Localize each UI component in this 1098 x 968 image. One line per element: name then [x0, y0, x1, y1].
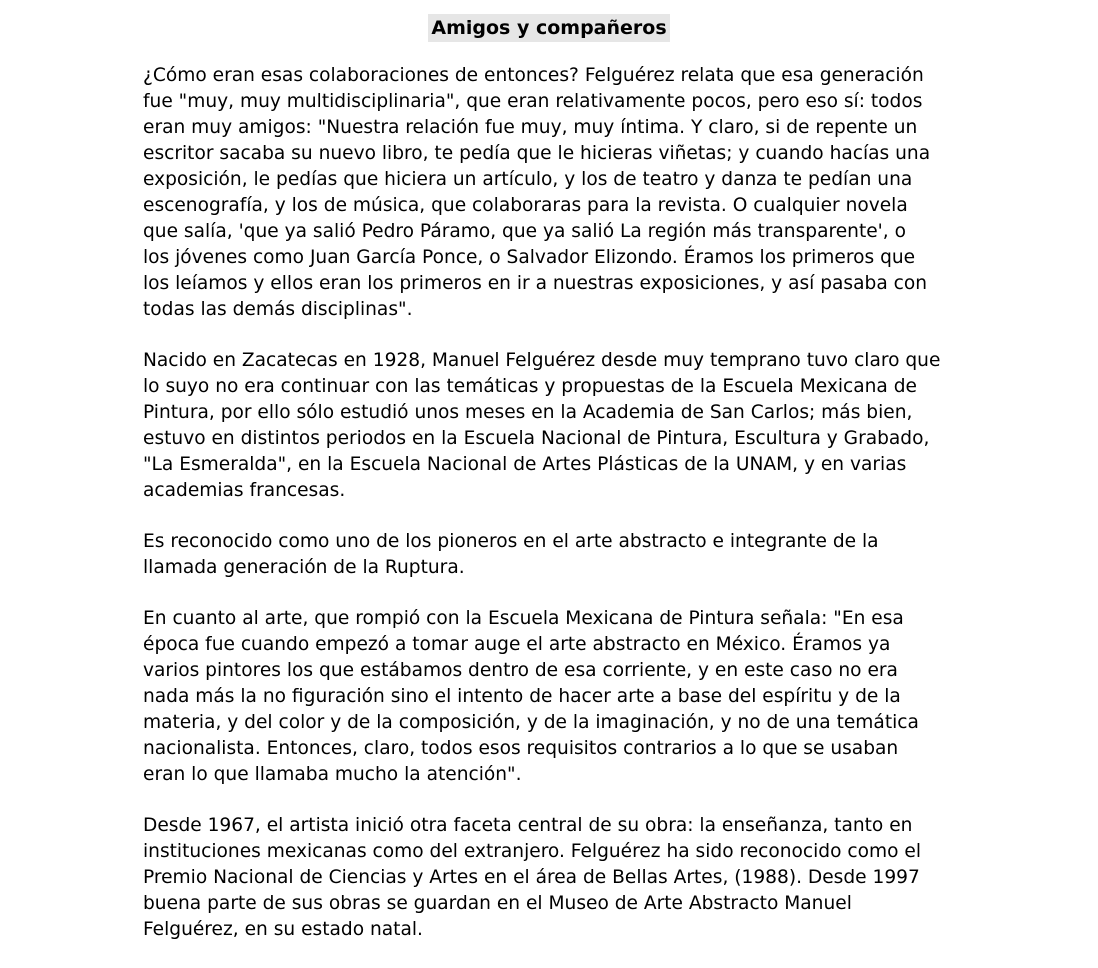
text-line: academias francesas. — [143, 480, 346, 501]
text-line: eran muy amigos: "Nuestra relación fue muy, muy íntima. Y claro, si de repente un — [143, 117, 918, 138]
text-line: escritor sacaba su nuevo libro, te pedía que le hicieras viñetas; y cuando hacías una — [143, 143, 931, 164]
text-line: lo suyo no era continuar con las temáticas y propuestas de la Escuela Mexicana de — [143, 376, 917, 397]
section-heading: Amigos y compañeros — [428, 14, 669, 42]
text-line: Nacido en Zacatecas en 1928, Manuel Felguérez desde muy temprano tuvo claro que — [143, 350, 941, 371]
text-line: varios pintores los que estábamos dentro de esa corriente, y en este caso no era — [143, 660, 898, 681]
text-line: llamada generación de la Ruptura. — [143, 557, 465, 578]
text-line: Premio Nacional de Ciencias y Artes en el área de Bellas Artes, (1988). Desde 1997 — [143, 867, 920, 888]
paragraph-4 — [143, 606, 973, 788]
paragraph-5 — [143, 813, 973, 943]
paragraph-1 — [143, 63, 973, 323]
text-line: que salía, 'que ya salió Pedro Páramo, que ya salió La región más transparente', o — [143, 221, 906, 242]
text-line: Pintura, por ello sólo estudió unos meses en la Academia de San Carlos; más bien, — [143, 402, 913, 423]
text-line: eran lo que llamaba mucho la atención". — [143, 764, 522, 785]
text-line: ¿Cómo eran esas colaboraciones de entonces? Felguérez relata que esa generación — [143, 65, 924, 86]
text-line: exposición, le pedías que hiciera un artículo, y los de teatro y danza te pedían una — [143, 169, 913, 190]
text-line: los leíamos y ellos eran los primeros en ir a nuestras exposiciones, y así pasaba con — [143, 273, 928, 294]
text-line: escenografía, y los de música, que colaboraras para la revista. O cualquier novela — [143, 195, 908, 216]
text-line: "La Esmeralda", en la Escuela Nacional de Artes Plásticas de la UNAM, y en varias — [143, 454, 907, 475]
text-line: En cuanto al arte, que rompió con la Escuela Mexicana de Pintura señala: "En esa — [143, 608, 904, 629]
text-line: época fue cuando empezó a tomar auge el arte abstracto en México. Éramos ya — [143, 634, 891, 655]
text-line: Felguérez, en su estado natal. — [143, 919, 423, 940]
paragraph-2 — [143, 348, 973, 504]
text-line: buena parte de sus obras se guardan en el Museo de Arte Abstracto Manuel — [143, 893, 852, 914]
text-line: Desde 1967, el artista inició otra faceta central de su obra: la enseñanza, tanto en — [143, 815, 913, 836]
text-line: fue "muy, muy multidisciplinaria", que eran relativamente pocos, pero eso sí: todos — [143, 91, 923, 112]
text-line: nacionalista. Entonces, claro, todos esos requisitos contrarios a lo que se usaban — [143, 738, 899, 759]
text-line: nada más la no figuración sino el intento de hacer arte a base del espíritu y de la — [143, 686, 901, 707]
text-line: todas las demás disciplinas". — [143, 299, 413, 320]
text-line: estuvo en distintos periodos en la Escuela Nacional de Pintura, Escultura y Grabado, — [143, 428, 930, 449]
text-line: materia, y del color y de la composición, y de la imaginación, y no de una temática — [143, 712, 919, 733]
article-body — [143, 63, 973, 968]
paragraph-3 — [143, 529, 973, 581]
text-line: Es reconocido como uno de los pioneros en el arte abstracto e integrante de la — [143, 531, 879, 552]
text-line: instituciones mexicanas como del extranjero. Felguérez ha sido reconocido como el — [143, 841, 922, 862]
heading-container — [0, 14, 1098, 42]
text-line: los jóvenes como Juan García Ponce, o Salvador Elizondo. Éramos los primeros que — [143, 247, 916, 268]
